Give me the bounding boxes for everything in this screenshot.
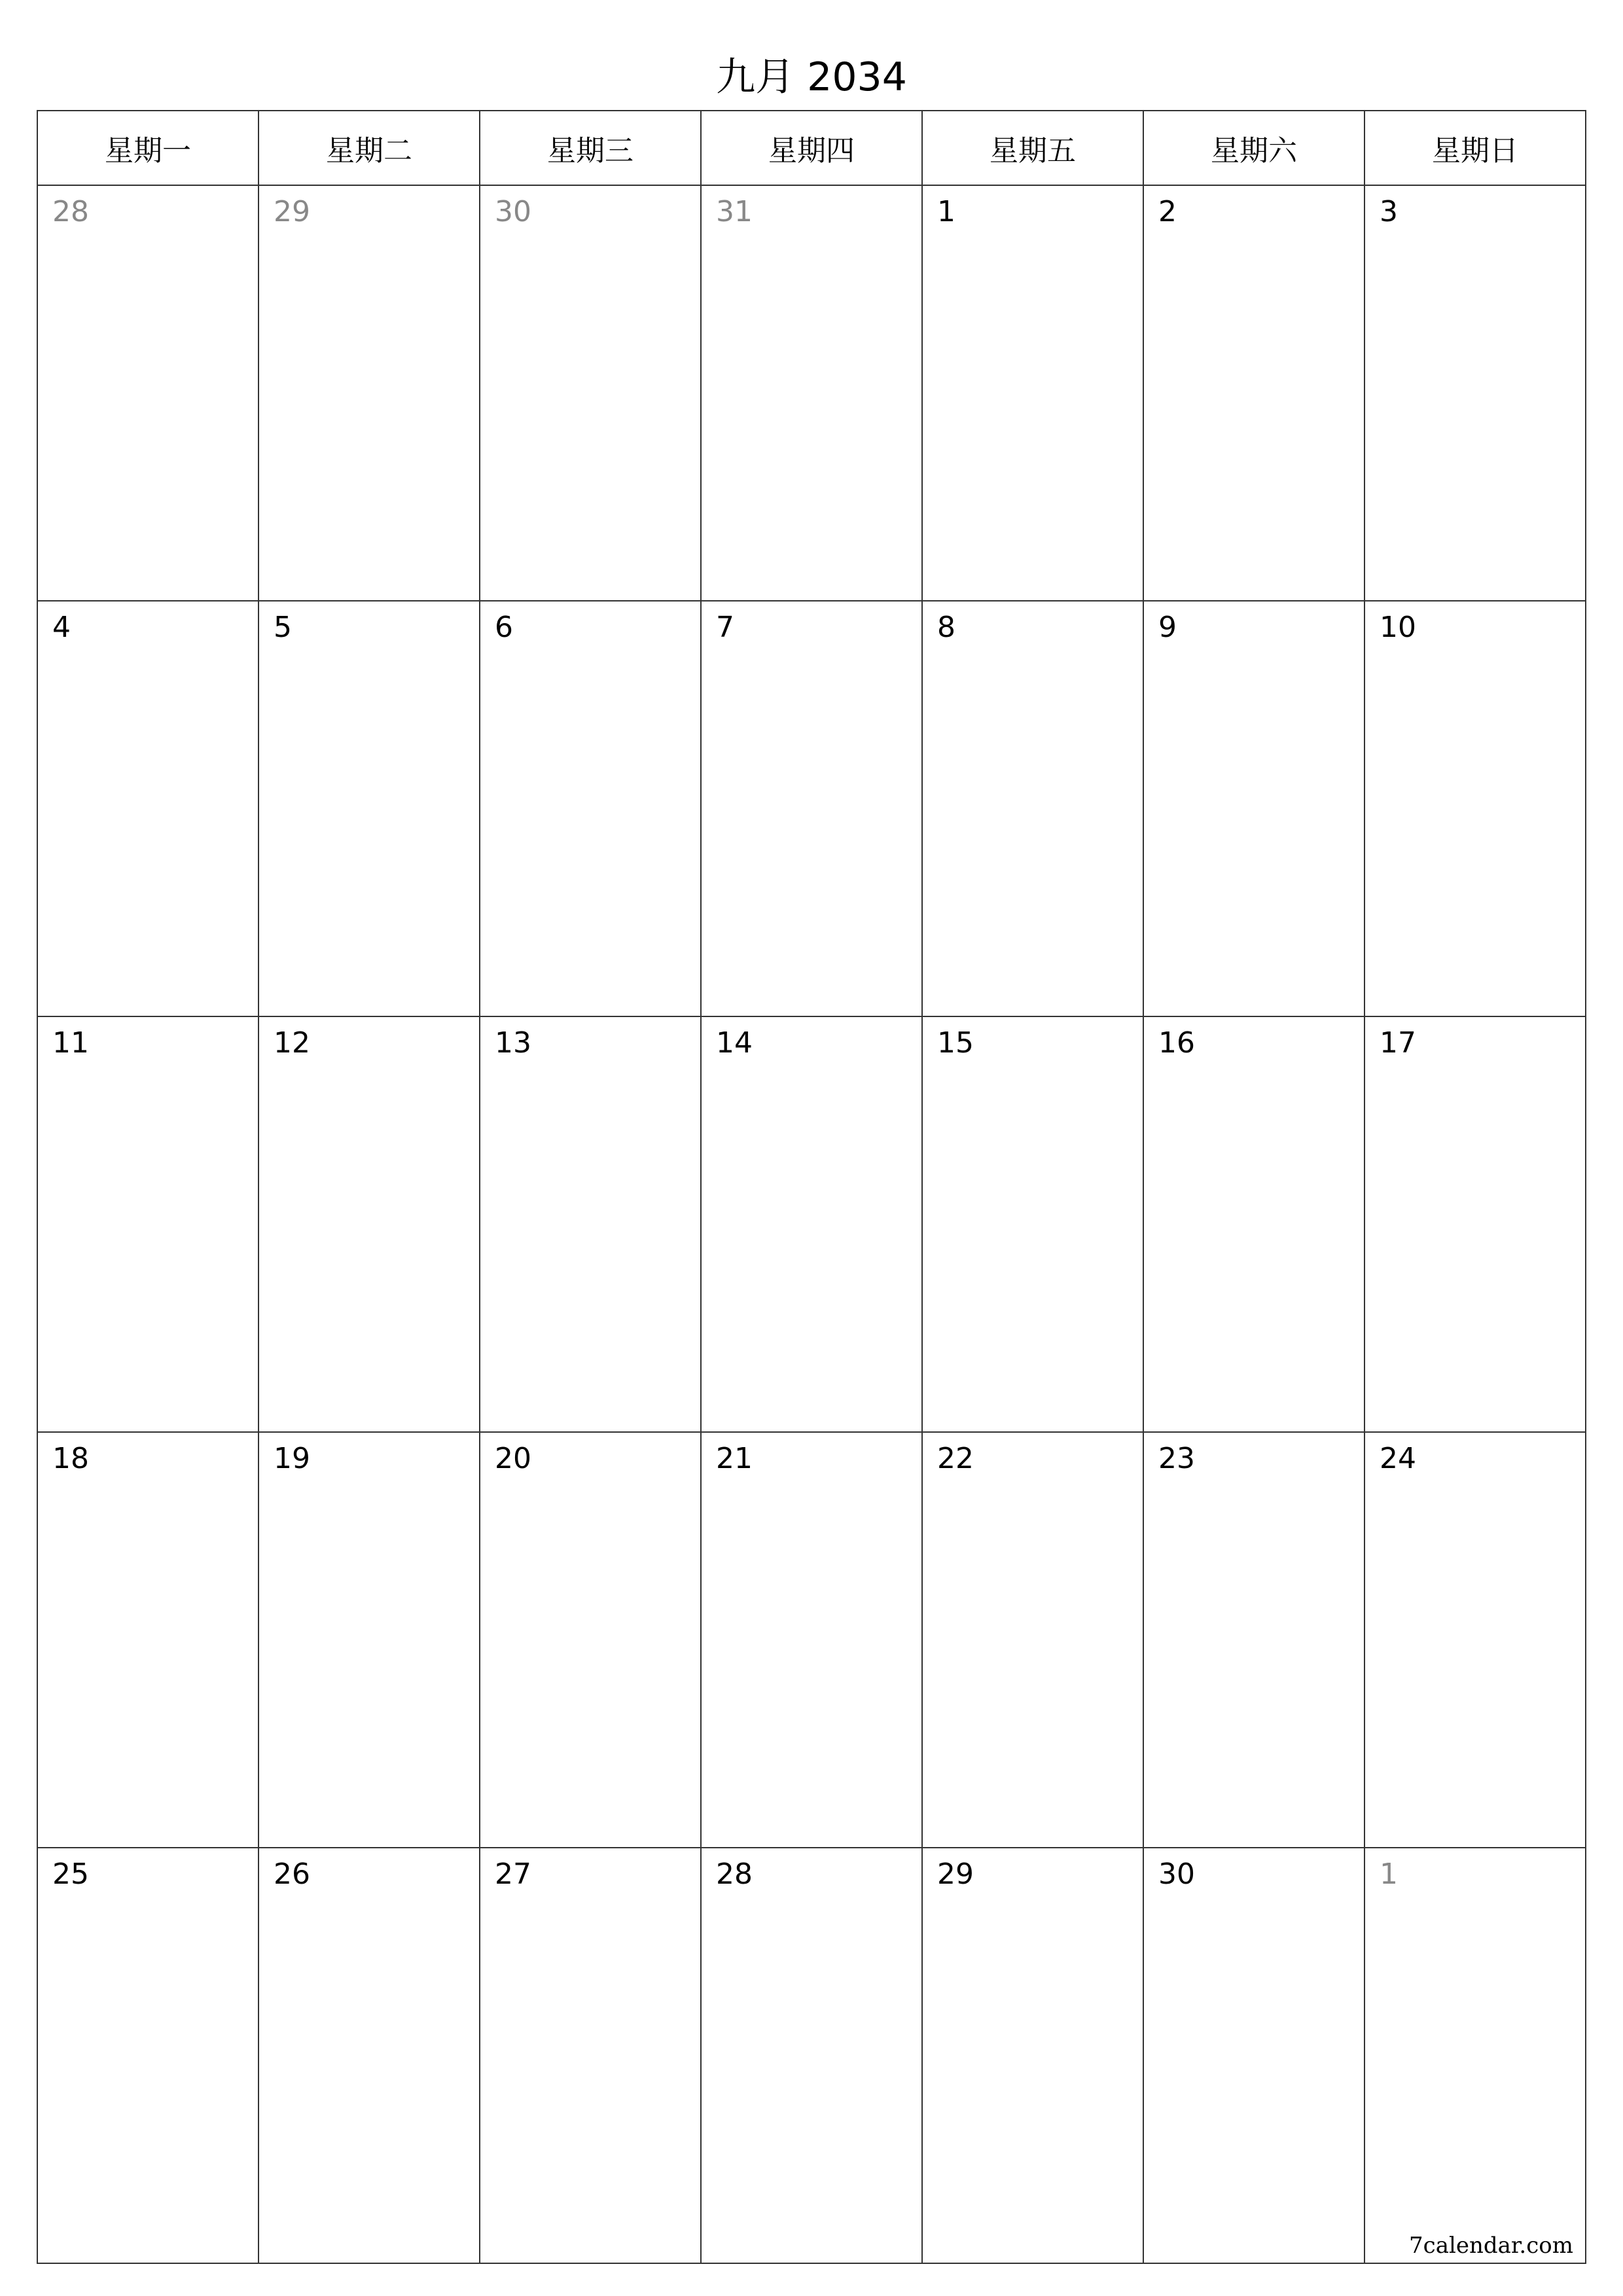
- day-cell[interactable]: [37, 1848, 259, 2263]
- day-cell[interactable]: [37, 601, 259, 1016]
- day-cell[interactable]: [1143, 1848, 1364, 2263]
- day-cell[interactable]: [37, 1016, 259, 1432]
- weekday-header: 星期三: [480, 111, 701, 185]
- weekday-header: 星期一: [37, 111, 259, 185]
- day-number: 9: [1158, 611, 1177, 644]
- day-number: 25: [52, 1857, 89, 1891]
- day-number: 19: [274, 1442, 310, 1475]
- day-number: 27: [495, 1857, 531, 1891]
- day-cell[interactable]: [1364, 601, 1586, 1016]
- day-number: 22: [937, 1442, 974, 1475]
- week-row: [37, 1016, 1586, 1432]
- day-number: 20: [495, 1442, 531, 1475]
- day-cell[interactable]: [1143, 1432, 1364, 1848]
- day-cell[interactable]: [37, 185, 259, 601]
- day-number: 5: [274, 611, 292, 644]
- weekday-header: 星期四: [701, 111, 922, 185]
- day-cell[interactable]: [1364, 1016, 1586, 1432]
- day-number: 24: [1380, 1442, 1416, 1475]
- day-number: 16: [1158, 1026, 1195, 1060]
- day-number: 6: [495, 611, 513, 644]
- day-cell[interactable]: [259, 1432, 480, 1848]
- day-cell[interactable]: [701, 1432, 922, 1848]
- day-number-outside-month: 1: [1380, 1857, 1398, 1891]
- day-number: 1: [937, 195, 955, 228]
- week-row: [37, 185, 1586, 601]
- week-row: [37, 1432, 1586, 1848]
- day-number: 15: [937, 1026, 974, 1060]
- day-number: 18: [52, 1442, 89, 1475]
- day-cell[interactable]: [922, 1432, 1143, 1848]
- day-number: 17: [1380, 1026, 1416, 1060]
- day-cell[interactable]: [259, 601, 480, 1016]
- day-number: 28: [716, 1857, 753, 1891]
- day-number: 8: [937, 611, 955, 644]
- day-number-outside-month: 30: [495, 195, 531, 228]
- day-number: 21: [716, 1442, 753, 1475]
- day-number: 2: [1158, 195, 1177, 228]
- day-cell[interactable]: [1143, 1016, 1364, 1432]
- weekday-header: 星期六: [1143, 111, 1364, 185]
- day-number: 23: [1158, 1442, 1195, 1475]
- day-cell[interactable]: [922, 601, 1143, 1016]
- day-cell[interactable]: [701, 185, 922, 601]
- day-number: 10: [1380, 611, 1416, 644]
- day-cell[interactable]: [259, 185, 480, 601]
- day-cell[interactable]: [480, 601, 701, 1016]
- page-title: 九月 2034: [716, 54, 907, 100]
- day-number: 26: [274, 1857, 310, 1891]
- day-cell[interactable]: [480, 1848, 701, 2263]
- week-row: [37, 601, 1586, 1016]
- day-number: 7: [716, 611, 734, 644]
- day-cell[interactable]: [480, 1016, 701, 1432]
- day-cell[interactable]: [37, 1432, 259, 1848]
- day-cell[interactable]: [480, 185, 701, 601]
- day-number: 29: [937, 1857, 974, 1891]
- week-row: [37, 1848, 1586, 2263]
- day-number: 11: [52, 1026, 89, 1060]
- day-number-outside-month: 28: [52, 195, 89, 228]
- day-cell[interactable]: [480, 1432, 701, 1848]
- day-cell[interactable]: [1143, 601, 1364, 1016]
- weekday-header: 星期二: [259, 111, 480, 185]
- day-number-outside-month: 31: [716, 195, 753, 228]
- calendar-body: [37, 185, 1586, 2263]
- day-number: 3: [1380, 195, 1398, 228]
- day-cell[interactable]: [922, 1016, 1143, 1432]
- credit-text: 7calendar.com: [1409, 2233, 1573, 2259]
- weekday-header-row: [37, 111, 1586, 185]
- calendar-grid: [37, 110, 1586, 2264]
- day-number-outside-month: 29: [274, 195, 310, 228]
- day-cell[interactable]: [1364, 185, 1586, 601]
- day-cell[interactable]: [1364, 1848, 1586, 2263]
- day-cell[interactable]: [922, 185, 1143, 601]
- day-cell[interactable]: [922, 1848, 1143, 2263]
- day-cell[interactable]: [701, 601, 922, 1016]
- day-cell[interactable]: [701, 1848, 922, 2263]
- weekday-header: 星期五: [922, 111, 1143, 185]
- day-number: 14: [716, 1026, 753, 1060]
- day-cell[interactable]: [701, 1016, 922, 1432]
- day-number: 4: [52, 611, 71, 644]
- day-number: 30: [1158, 1857, 1195, 1891]
- day-cell[interactable]: [1364, 1432, 1586, 1848]
- day-cell[interactable]: [1143, 185, 1364, 601]
- day-cell[interactable]: [259, 1016, 480, 1432]
- day-cell[interactable]: [259, 1848, 480, 2263]
- day-number: 12: [274, 1026, 310, 1060]
- day-number: 13: [495, 1026, 531, 1060]
- weekday-header: 星期日: [1364, 111, 1586, 185]
